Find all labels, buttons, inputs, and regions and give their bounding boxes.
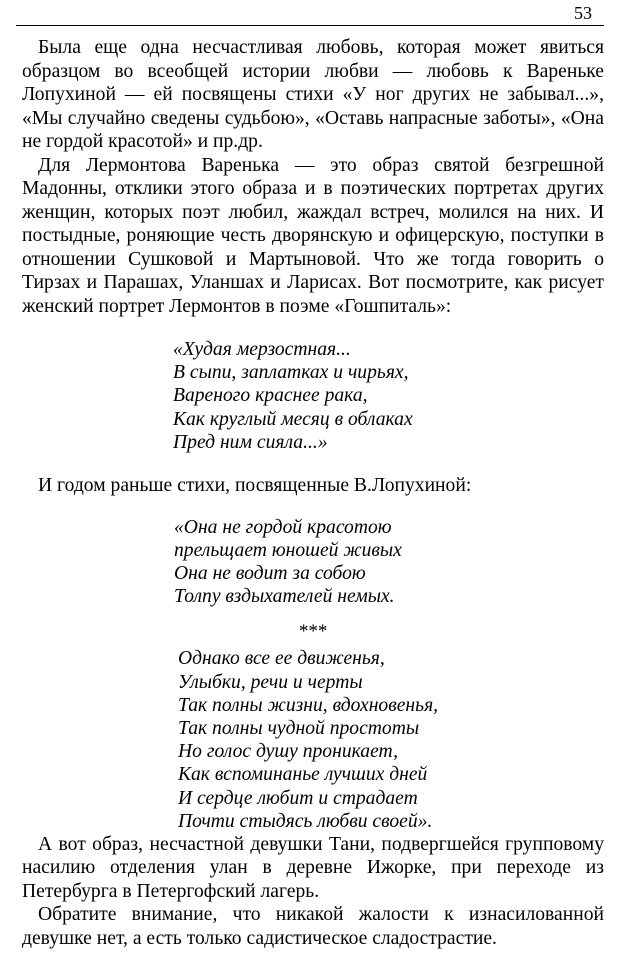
poem-line: Пред ним сияла...» <box>173 431 328 453</box>
poem-line: Так полны чудной простоты <box>178 717 420 739</box>
poem-line: И сердце любит и страдает <box>178 787 418 809</box>
spacer <box>22 318 604 338</box>
spacer <box>22 454 604 474</box>
poem-line: Улыбки, речи и черты <box>178 671 363 693</box>
paragraph-madonna-image: Для Лермонтова Варенька — это образ святой безгрешной Мадонны, отклики этого образа и в поэтических портретах других женщин, которых поэт любил, жаждал встреч, молился на них. И постыдные, роняющие честь дворянскую и офицерскую, поступки в отношении Сушковой и Мартыновой. Что же тогда говорить о Тирзах и Парашах, Уланшах и Ларисах. Вот посмотрите, как рисует женский портрет Лермонтов в поэме «Гошпиталь»: <box>22 154 604 317</box>
stanza-separator: *** <box>298 621 327 643</box>
page-content <box>22 36 604 950</box>
poem-lopukhina <box>174 516 604 609</box>
poem-gospital <box>173 338 604 454</box>
paragraph-year-earlier: И годом раньше стихи, посвященные В.Лопухиной: <box>38 475 472 497</box>
poem-line: прельщает юношей живых <box>174 539 402 561</box>
poem-line: Толпу вздыхателей немых. <box>174 586 395 608</box>
page-number: 53 <box>574 3 592 23</box>
poem-line: В сыпи, заплатках и чирьях, <box>173 362 409 384</box>
spacer <box>22 498 604 516</box>
poem-lopukhina-continued <box>178 647 604 833</box>
poem-line: Она не водит за собою <box>174 562 366 584</box>
poem-line: Вареного краснее рака, <box>173 385 368 407</box>
paragraph-tanya: А вот образ, несчастной девушки Тани, подвергшейся групповому насилию отделения улан в деревне Ижорке, при переходе из Петербурга в Петергофский лагерь. <box>22 833 604 902</box>
poem-line: «Худая мерзостная... <box>173 339 351 360</box>
header-rule <box>16 25 604 26</box>
poem-line: Как круглый месяц в облаках <box>173 408 413 430</box>
poem-line: Однако все ее движенья, <box>178 648 385 670</box>
poem-line: Почти стыдясь любви своей». <box>178 810 433 832</box>
poem-line: Как вспоминанье лучших дней <box>178 764 428 786</box>
poem-line: «Она не гордой красотою <box>174 516 392 538</box>
poem-line: Но голос душу проникает, <box>178 741 399 763</box>
paragraph-lopukhina-love: Была еще одна несчастливая любовь, которая может явиться образцом во всеобщей истории любви — любовь к Вареньке Лопухиной — ей посвящены стихи «У ног других не забывал...», «Мы случайно сведены судьбою», «Оставь напрасные заботы», «Она не гордой красотой» и пр.др. <box>22 37 604 152</box>
poem-line: Так полны жизни, вдохновенья, <box>178 694 439 716</box>
paragraph-no-pity: Обратите внимание, что никакой жалости к изнасилованной девушке нет, а есть только садистическое сладострастие. <box>22 904 604 949</box>
